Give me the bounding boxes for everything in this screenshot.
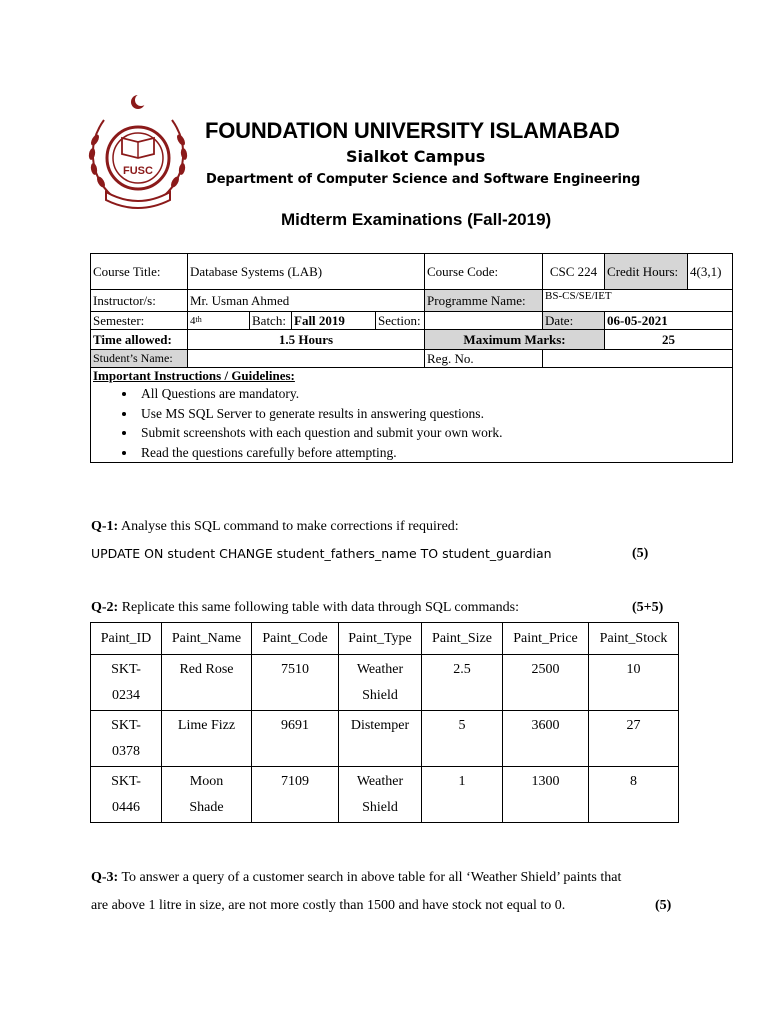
column-header: Paint_Stock — [589, 623, 679, 655]
paint-code-cell: 9691 — [252, 711, 339, 767]
batch-value: Fall 2019 — [292, 312, 376, 330]
question-2 — [91, 600, 519, 616]
programme-label: Programme Name: — [425, 290, 543, 312]
paint-price-cell: 2500 — [503, 655, 589, 711]
batch-label: Batch: — [250, 312, 292, 330]
university-name: FOUNDATION UNIVERSITY ISLAMABAD — [205, 118, 620, 143]
section-value — [425, 312, 543, 330]
exam-title: Midterm Examinations (Fall-2019) — [281, 210, 552, 229]
paint-name-cell: Lime Fizz — [162, 711, 252, 767]
paint-name-cell: Moon Shade — [162, 767, 252, 823]
reg-no-label: Reg. No. — [425, 350, 543, 368]
column-header: Paint_Price — [503, 623, 589, 655]
table-row — [91, 711, 679, 767]
paint-size-cell: 2.5 — [422, 655, 503, 711]
department-name: Department of Computer Science and Software Engineering — [206, 172, 641, 187]
paint-stock-cell: 27 — [589, 711, 679, 767]
paint-price-cell: 1300 — [503, 767, 589, 823]
reg-no-field[interactable] — [543, 350, 733, 368]
instructions-list — [91, 384, 732, 462]
paint-id-cell: SKT- 0378 — [91, 711, 162, 767]
column-header: Paint_Code — [252, 623, 339, 655]
paint-size-cell: 5 — [422, 711, 503, 767]
info-row — [91, 312, 733, 330]
exam-info-table — [90, 253, 733, 463]
date-value: 06-05-2021 — [605, 312, 733, 330]
instructor-value: Mr. Usman Ahmed — [188, 290, 425, 312]
paint-id-cell: SKT- 0446 — [91, 767, 162, 823]
student-name-label: Student’s Name: — [91, 350, 188, 368]
instruction-item: • All Questions are mandatory. — [137, 384, 732, 404]
instruction-item: • Submit screenshots with each question and submit your own work. — [137, 423, 732, 443]
q3-text-line-1: To answer a query of a customer search in above table for all ‘Weather Shield’ paints that — [121, 870, 622, 885]
programme-value: BS-CS/SE/IET — [543, 290, 733, 312]
q1-sql-command: UPDATE ON student CHANGE student_fathers_name TO student_guardian — [91, 546, 552, 561]
instruction-item: • Use MS SQL Server to generate results in answering questions. — [137, 404, 732, 424]
paint-type-cell: Distemper — [339, 711, 422, 767]
section-label: Section: — [376, 312, 425, 330]
paint-type-cell: Weather Shield — [339, 767, 422, 823]
table-row — [91, 655, 679, 711]
q3-text-line-2: are above 1 litre in size, are not more costly than 1500 and have stock not equal to 0. — [91, 898, 566, 913]
paint-id-cell: SKT- 0234 — [91, 655, 162, 711]
university-logo — [86, 92, 190, 212]
campus-name: Sialkot Campus — [346, 147, 486, 166]
logo-text: FUSC — [123, 165, 153, 177]
course-title-value: Database Systems (LAB) — [188, 254, 425, 290]
column-header: Paint_ID — [91, 623, 162, 655]
max-marks-label: Maximum Marks: — [425, 330, 605, 350]
table-row — [91, 767, 679, 823]
info-row — [91, 290, 733, 312]
q3-label: Q-3: — [91, 870, 119, 885]
instructor-label: Instructor/s: — [91, 290, 188, 312]
course-code-value: CSC 224 — [543, 254, 605, 290]
semester-value: 4th — [188, 312, 250, 330]
q1-label: Q-1: — [91, 519, 119, 534]
time-allowed-value: 1.5 Hours — [188, 330, 425, 350]
paint-type-cell: Weather Shield — [339, 655, 422, 711]
paint-name-cell: Red Rose — [162, 655, 252, 711]
question-1 — [91, 519, 459, 535]
semester-label: Semester: — [91, 312, 188, 330]
paint-stock-cell: 10 — [589, 655, 679, 711]
course-title-label: Course Title: — [91, 254, 188, 290]
paint-table-header — [91, 623, 679, 655]
paint-code-cell: 7510 — [252, 655, 339, 711]
instructions-row — [91, 368, 733, 463]
time-allowed-label: Time allowed: — [91, 330, 188, 350]
course-code-label: Course Code: — [425, 254, 543, 290]
info-row — [91, 254, 733, 290]
q2-label: Q-2: — [91, 600, 119, 615]
date-label: Date: — [543, 312, 605, 330]
column-header: Paint_Name — [162, 623, 252, 655]
max-marks-value: 25 — [605, 330, 733, 350]
info-row — [91, 350, 733, 368]
instructions-box — [91, 368, 733, 463]
credit-hours-value: 4(3,1) — [688, 254, 733, 290]
paint-price-cell: 3600 — [503, 711, 589, 767]
student-name-field[interactable] — [188, 350, 425, 368]
instruction-item: • Read the questions carefully before attempting. — [137, 443, 732, 463]
q1-text: Analyse this SQL command to make corrections if required: — [120, 519, 459, 534]
instructions-heading: Important Instructions / Guidelines: — [93, 368, 295, 383]
q1-marks: (5) — [632, 546, 649, 561]
q2-text: Replicate this same following table with data through SQL commands: — [121, 600, 519, 615]
question-3 — [91, 870, 621, 886]
info-row — [91, 330, 733, 350]
paint-stock-cell: 8 — [589, 767, 679, 823]
paint-code-cell: 7109 — [252, 767, 339, 823]
paint-table — [90, 622, 679, 823]
credit-hours-label: Credit Hours: — [605, 254, 688, 290]
q2-marks: (5+5) — [632, 600, 664, 615]
column-header: Paint_Size — [422, 623, 503, 655]
column-header: Paint_Type — [339, 623, 422, 655]
paint-size-cell: 1 — [422, 767, 503, 823]
q3-marks: (5) — [655, 898, 672, 913]
